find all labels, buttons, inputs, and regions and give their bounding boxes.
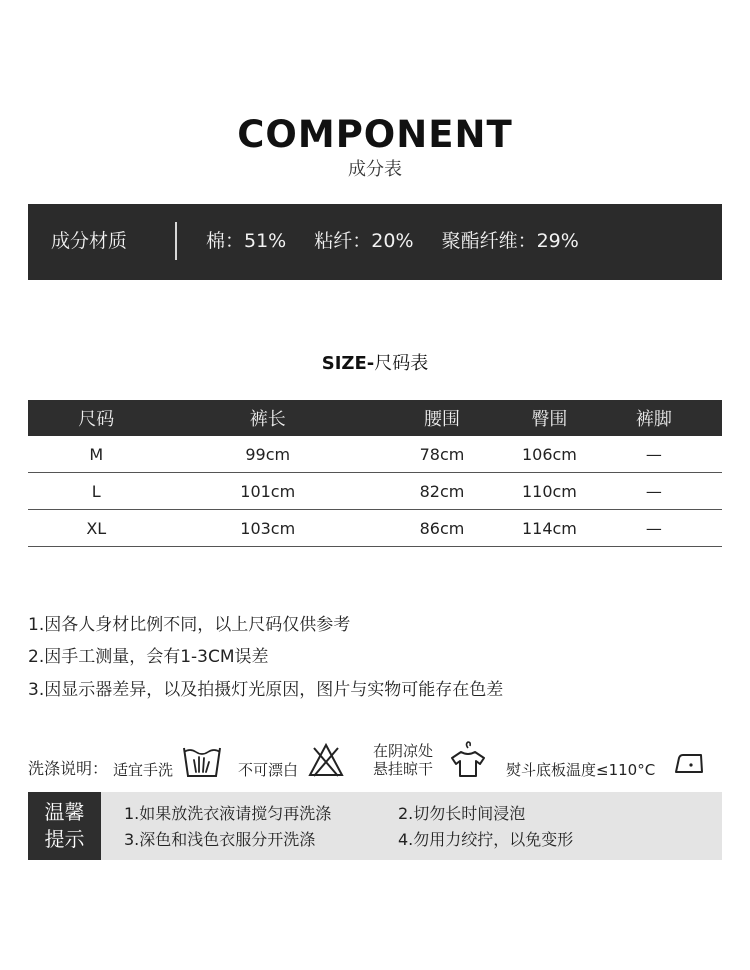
note-3: 3.因显示器差异，以及拍摄灯光原因，图片与实物可能存在色差 bbox=[28, 680, 504, 700]
table-cell: 101cm bbox=[165, 473, 371, 510]
page-subtitle: 成分表 bbox=[348, 159, 402, 180]
tip-2: 2.切勿长时间浸泡 bbox=[398, 804, 526, 823]
no-bleach-icon bbox=[308, 742, 344, 778]
table-row bbox=[28, 510, 722, 547]
composition-items bbox=[206, 228, 601, 254]
tip-3: 3.深色和浅色衣服分开洗涤 bbox=[124, 830, 316, 849]
table-cell: 110cm bbox=[513, 473, 586, 510]
tips-label-line2: 提示 bbox=[44, 827, 85, 851]
size-chart-title bbox=[0, 351, 750, 377]
hand-wash-icon bbox=[182, 742, 222, 778]
header-hip: 臀围 bbox=[513, 400, 586, 436]
no-bleach-label: 不可漂白 bbox=[238, 761, 299, 779]
header-waist: 腰围 bbox=[371, 400, 513, 436]
iron-label: 熨斗底板温度≤110°C bbox=[506, 761, 656, 779]
tip-4: 4.勿用力绞拧，以免变形 bbox=[398, 830, 574, 849]
shade-dry-label-line2: 悬挂晾干 bbox=[373, 760, 434, 778]
composition-bar bbox=[28, 204, 722, 280]
tips-bar bbox=[28, 792, 722, 860]
table-cell: XL bbox=[28, 510, 165, 547]
shade-dry-label-line1: 在阴凉处 bbox=[373, 742, 434, 760]
page-title: COMPONENT bbox=[237, 113, 513, 156]
header-leg-opening: 裤脚 bbox=[586, 400, 722, 436]
table-cell: — bbox=[586, 510, 722, 547]
care-instructions bbox=[28, 740, 722, 785]
size-table bbox=[28, 400, 722, 547]
header-size: 尺码 bbox=[28, 400, 165, 436]
table-cell: 82cm bbox=[371, 473, 513, 510]
note-1: 1.因各人身材比例不同，以上尺码仅供参考 bbox=[28, 615, 351, 635]
composition-item-cotton: 棉：51% bbox=[206, 230, 287, 252]
table-cell: — bbox=[586, 473, 722, 510]
iron-icon bbox=[673, 752, 705, 774]
composition-item-viscose: 粘纤：20% bbox=[314, 230, 414, 252]
header-length: 裤长 bbox=[165, 400, 371, 436]
note-2: 2.因手工测量，会有1-3CM误差 bbox=[28, 647, 269, 667]
table-cell: 114cm bbox=[513, 510, 586, 547]
hang-dry-icon bbox=[448, 740, 488, 778]
table-cell: — bbox=[586, 436, 722, 473]
table-cell: L bbox=[28, 473, 165, 510]
table-row bbox=[28, 436, 722, 473]
size-title-bold: SIZE- bbox=[321, 353, 375, 374]
size-title-rest: 尺码表 bbox=[374, 353, 429, 374]
table-cell: 106cm bbox=[513, 436, 586, 473]
composition-item-polyester: 聚酯纤维：29% bbox=[441, 230, 579, 252]
composition-label: 成分材质 bbox=[51, 230, 128, 252]
table-cell: 78cm bbox=[371, 436, 513, 473]
tip-1: 1.如果放洗衣液请搅匀再洗涤 bbox=[124, 804, 332, 823]
table-cell: 103cm bbox=[165, 510, 371, 547]
table-cell: M bbox=[28, 436, 165, 473]
table-row bbox=[28, 473, 722, 510]
size-table-header-row bbox=[28, 400, 722, 436]
tips-label-line1: 温馨 bbox=[44, 800, 85, 824]
care-label: 洗涤说明： bbox=[28, 759, 109, 778]
hand-wash-label: 适宜手洗 bbox=[113, 761, 174, 779]
composition-divider bbox=[175, 222, 177, 260]
table-cell: 99cm bbox=[165, 436, 371, 473]
table-cell: 86cm bbox=[371, 510, 513, 547]
tips-label bbox=[28, 792, 101, 860]
